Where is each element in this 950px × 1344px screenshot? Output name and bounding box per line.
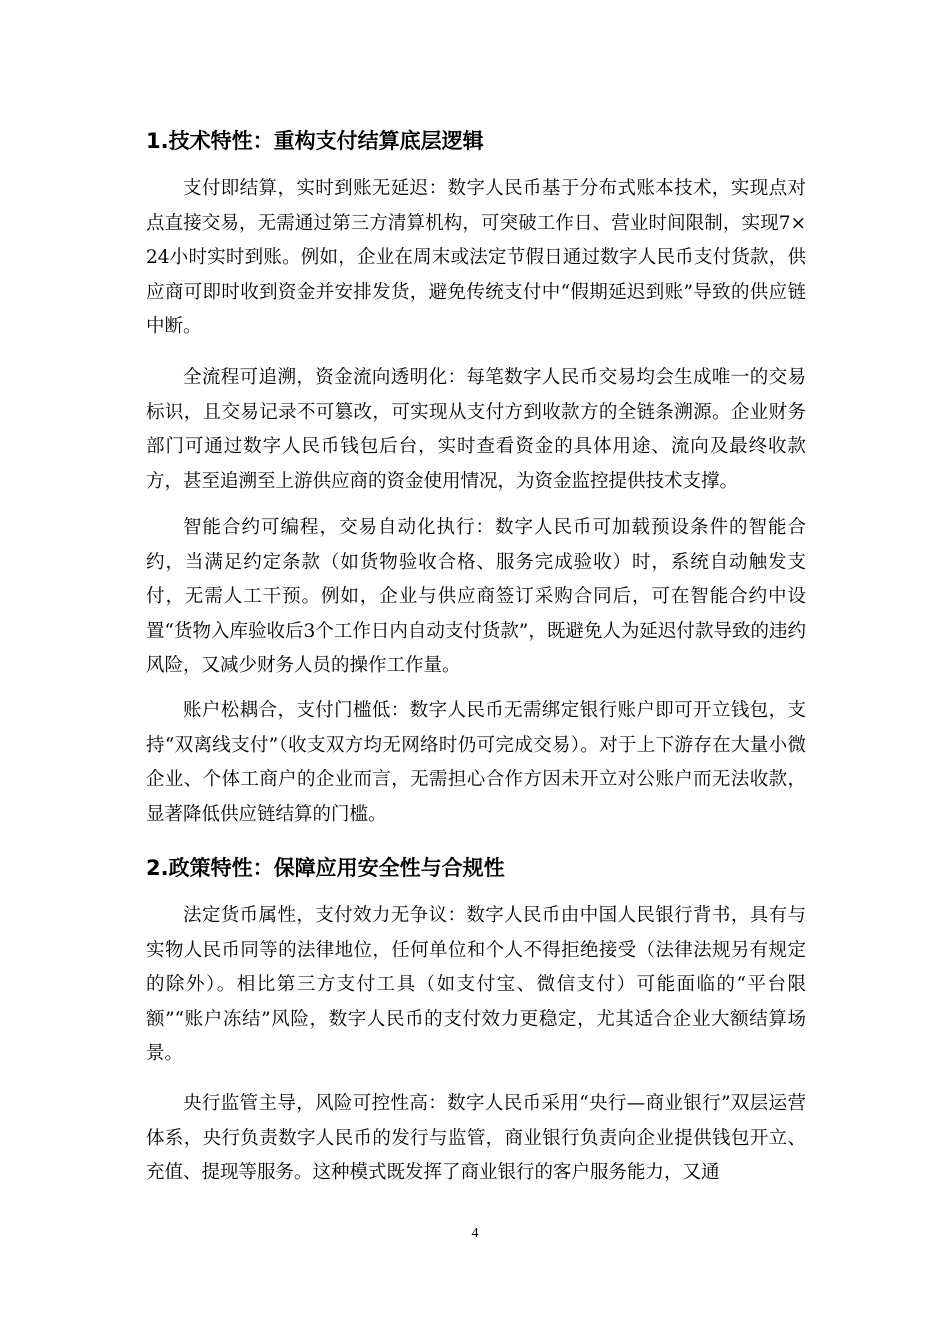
paragraph-traceability: 全流程可追溯，资金流向透明化：每笔数字人民币交易均会生成唯一的交易标识，且交易记录不可篡改，可实现从支付方到收款方的全链条溯源。企业财务部门可通过数字人民币钱包后台，实时查看资金的具体用途、流向及最终收款方，甚至追溯至上游供应商的资金使用情况，为资金监控提供技术支撑。 [146,367,806,492]
paragraph-realtime-settlement: 支付即结算，实时到账无延迟：数字人民币基于分布式账本技术，实现点对点直接交易，无需通过第三方清算机构，可突破工作日、营业时间限制，实现7×24小时实时到账。例如，企业在周末或法定节假日通过数字人民币支付货款，供应商可即时收到资金并安排发货，避免传统支付中“假期延迟到账”导致的供应链中断。 [146,178,806,337]
paragraph-central-bank-supervision: 央行监管主导，风险可控性高：数字人民币采用“央行—商业银行”双层运营体系，央行负责数字人民币的发行与监管，商业银行负责向企业提供钱包开立、充值、提现等服务。这种模式既发挥了商业银行的客户服务能力，又通 [146,1093,806,1183]
paragraph-loose-coupling: 账户松耦合，支付门槛低：数字人民币无需绑定银行账户即可开立钱包，支持“双离线支付”（收支双方均无网络时仍可完成交易）。对于上下游存在大量小微企业、个体工商户的企业而言，无需担心合作方因未开立对公账户而无法收款，显著降低供应链结算的门槛。 [146,700,806,825]
section-heading-technical: 1.技术特性：重构支付结算底层逻辑 [146,129,484,153]
page-number: 4 [471,1226,479,1241]
section-heading-policy: 2.政策特性：保障应用安全性与合规性 [146,856,505,880]
paragraph-smart-contract: 智能合约可编程，交易自动化执行：数字人民币可加载预设条件的智能合约，当满足约定条款（如货物验收合格、服务完成验收）时，系统自动触发支付，无需人工干预。例如，企业与供应商签订采购合同后，可在智能合约中设置“货物入库验收后3个工作日内自动支付货款”，既避免人为延迟付款导致的违约风险，又减少财务人员的操作工作量。 [146,517,806,676]
paragraph-legal-tender: 法定货币属性，支付效力无争议：数字人民币由中国人民银行背书，具有与实物人民币同等的法律地位，任何单位和个人不得拒绝接受（法律法规另有规定的除外）。相比第三方支付工具（如支付宝、微信支付）可能面临的“平台限额”“账户冻结”风险，数字人民币的支付效力更稳定，尤其适合企业大额结算场景。 [146,905,806,1064]
